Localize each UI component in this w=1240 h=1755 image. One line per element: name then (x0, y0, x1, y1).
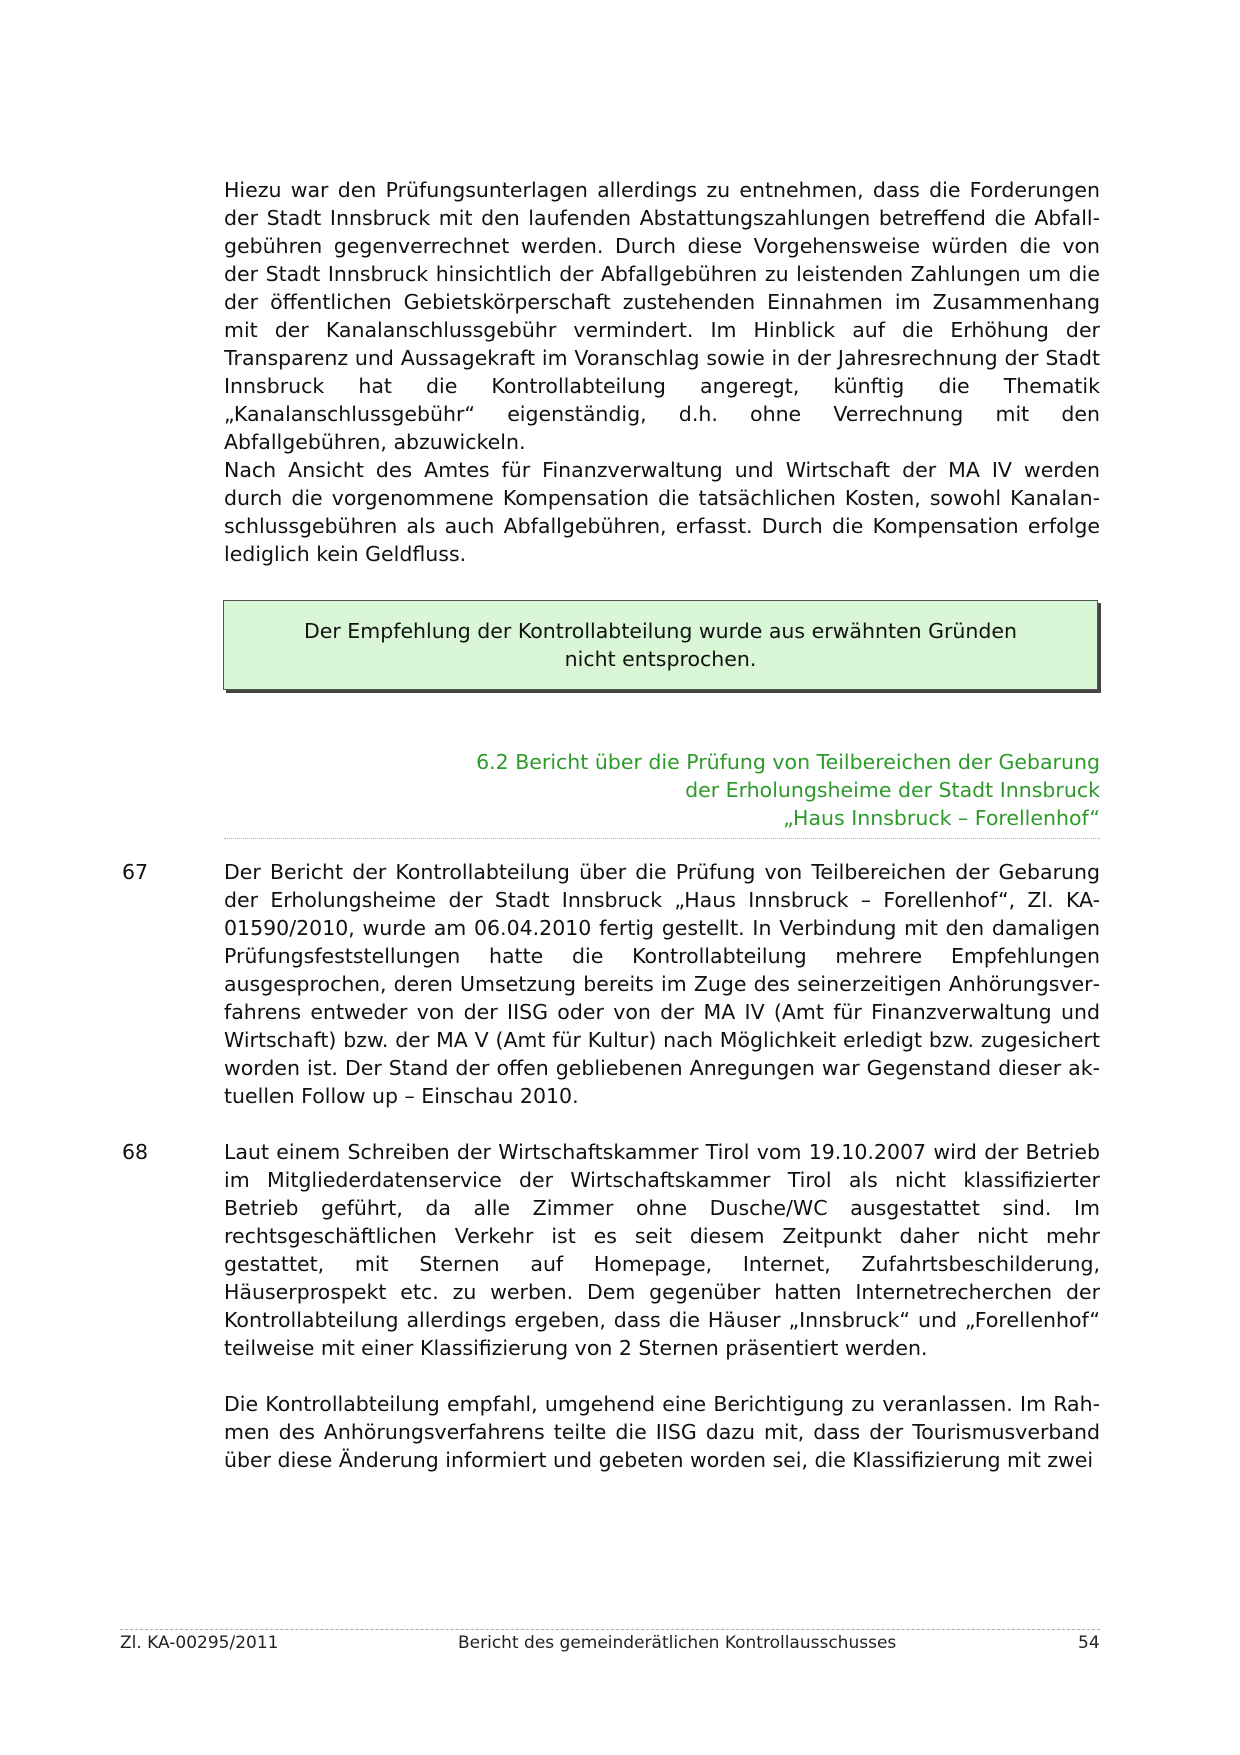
footer-page-number: 54 (1078, 1633, 1100, 1653)
section-heading-line-2: der Erholungsheime der Stadt Innsbruck (685, 778, 1100, 802)
paragraph-offsetting: Hiezu war den Prüfungsunterlagen allerdings zu entnehmen, dass die Forderungen der Stadt Innsbruck mit den laufenden Abstattungszahlungen betreffend die Abfallgebühren gegenverrechnet werden. Durch diese Vorgehensweise würden die von der Stadt Innsbruck hinsichtlich der Abfallgebühren zu leistenden Zahlungen um die der öffentlichen Gebietskörperschaft zustehenden Einnahmen im Zusammenhang mit der Kanalanschlussgebühr vermindert. Im Hinblick auf die Erhöhung der Transparenz und Aussagekraft im Voranschlag sowie in der Jahresrechnung der Stadt Innsbruck hat die Kontrollabteilung angeregt, künftig die Thematik „Kanalanschlussgebühr“ eigenständig, d.h. ohne Verrechnung mit den Abfallgebühren, abzuwickeln. (224, 178, 1100, 454)
recommendation-text: Der Empfehlung der Kontrollabteilung wurde aus erwähnten Gründen nicht entsprochen. (303, 619, 1018, 671)
footer-reference: Zl. KA-00295/2011 (120, 1633, 279, 1653)
section-heading-line-1: 6.2 Bericht über die Prüfung von Teilbereichen der Gebarung (476, 750, 1100, 774)
paragraph-number-68: 68 (122, 1140, 149, 1164)
heading-divider (224, 838, 1100, 839)
paragraph-recommendation-correction: Die Kontrollabteilung empfahl, umgehend eine Berichtigung zu veranlassen. Im Rahmen des Anhörungsverfahrens teilte die IISG dazu mit, dass der Tourismusverband über diese Änderung informiert und gebeten worden sei, die Klassifizierung mit zwei (224, 1392, 1100, 1472)
paragraph-number-67: 67 (122, 860, 149, 884)
paragraph-finance-opinion: Nach Ansicht des Amtes für Finanzverwaltung und Wirtschaft der MA IV werden durch die vorgenommene Kompensation die tatsächlichen Kosten, sowohl Kanalanschlussgebühren als auch Abfallgebühren, erfasst. Durch die Kompensation erfolge lediglich kein Geldfluss. (224, 458, 1100, 566)
paragraph-67: Der Bericht der Kontrollabteilung über die Prüfung von Teilbereichen der Gebarung der Erholungsheime der Stadt Innsbruck „Haus Innsbruck – Forellenhof“, Zl. KA-01590/2010, wurde am 06.04.2010 fertig gestellt. In Verbindung mit den damaligen Prüfungsfeststellungen hatte die Kontrollabteilung mehrere Empfehlungen ausgesprochen, deren Umsetzung bereits im Zuge des seinerzeitigen Anhörungsverfahrens entweder von der IISG oder von der MA IV (Amt für Finanzverwaltung und Wirtschaft) bzw. der MA V (Amt für Kultur) nach Möglichkeit erledigt bzw. zugesichert worden ist. Der Stand der offen gebliebenen Anregungen war Gegenstand dieser aktuellen Follow up – Einschau 2010. (224, 860, 1100, 1108)
recommendation-box (223, 600, 1098, 690)
footer-title: Bericht des gemeinderätlichen Kontrollausschusses (458, 1633, 897, 1653)
section-heading (400, 748, 1100, 832)
paragraph-68: Laut einem Schreiben der Wirtschaftskammer Tirol vom 19.10.2007 wird der Betrieb im Mitgliederdatenservice der Wirtschaftskammer Tirol als nicht klassifizierter Betrieb geführt, da alle Zimmer ohne Dusche/WC ausgestattet sind. Im rechtsgeschäftlichen Verkehr ist es seit diesem Zeitpunkt daher nicht mehr gestattet, mit Sternen auf Homepage, Internet, Zufahrtsbeschilderung, Häuserprospekt etc. zu werben. Dem gegenüber hatten Internetrecherchen der Kontrollabteilung allerdings ergeben, dass die Häuser „Innsbruck“ und „Forellenhof“ teilweise mit einer Klassifizierung von 2 Sternen präsentiert werden. (224, 1140, 1100, 1360)
footer-divider (120, 1629, 1100, 1630)
section-heading-line-3: „Haus Innsbruck – Forellenhof“ (783, 806, 1100, 830)
